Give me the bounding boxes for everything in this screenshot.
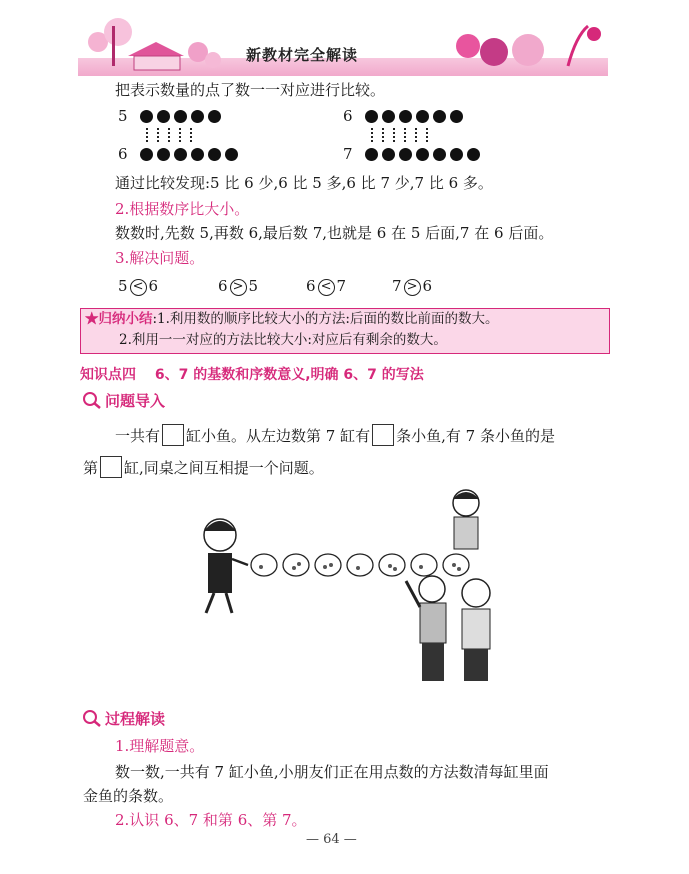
balloon-decoration-icon <box>448 16 608 76</box>
knowledge-point-label: 知识点四 <box>80 367 136 383</box>
process-step1-text-b: 金鱼的条数。 <box>83 787 174 805</box>
intro-line: 把表示数量的点了数一一对应进行比较。 <box>115 81 386 99</box>
process-step2-title: 2.认识 6、7 和第 6、第 7。 <box>115 811 307 829</box>
bottom-dots <box>140 144 238 164</box>
step3-title: 3.解决问题。 <box>115 249 205 267</box>
knowledge-point-title: 6、7 的基数和序数意义,明确 6、7 的写法 <box>154 367 424 383</box>
blank-box-2[interactable] <box>372 424 394 446</box>
problem-intro-heading: 问题导入 <box>82 390 165 411</box>
top-dots <box>140 106 221 126</box>
finding-text: 通过比较发现:5 比 6 少,6 比 5 多,6 比 7 少,7 比 6 多。 <box>115 174 493 192</box>
answer-4: 7 > 6 <box>392 277 433 295</box>
knowledge-point-heading <box>80 364 424 384</box>
dot-comparison-2 <box>343 106 480 164</box>
top-dots <box>365 106 463 126</box>
bottom-number: 6 <box>118 145 128 163</box>
top-number: 5 <box>118 107 128 125</box>
step2-text: 数数时,先数 5,再数 6,最后数 7,也就是 6 在 5 后面,7 在 6 后面。 <box>115 224 554 242</box>
problem-text-line-1: 一共有 缸小鱼。从左边数第 7 缸有 条小鱼,有 7 条小鱼的是 <box>115 424 555 446</box>
answer-1: 5 < 6 <box>118 277 159 295</box>
summary-line-2: 2.利用一一对应的方法比较大小:对应后有剩余的数大。 <box>119 332 447 348</box>
house-decoration-icon <box>78 12 228 76</box>
top-number: 6 <box>343 107 353 125</box>
header-title: 新教材完全解读 <box>246 46 359 64</box>
magnifier-icon <box>82 391 102 409</box>
correspondence-lines <box>369 128 480 142</box>
summary-label: ★归纳小结 <box>85 311 153 327</box>
dot-comparison-1 <box>118 106 238 164</box>
process-heading: 过程解读 <box>82 708 165 729</box>
process-step1-title: 1.理解题意。 <box>115 737 205 755</box>
bottom-number: 7 <box>343 145 353 163</box>
answer-3: 6 < 7 <box>306 277 347 295</box>
children-fishbowls-illustration <box>188 485 508 695</box>
summary-line-1: :1.利用数的顺序比较大小的方法:后面的数比前面的数大。 <box>152 311 499 327</box>
magnifier-icon <box>82 709 102 727</box>
blank-box-1[interactable] <box>162 424 184 446</box>
page-number: — 64 — <box>306 832 357 847</box>
blank-box-3[interactable] <box>100 456 122 478</box>
problem-text-line-2: 第 缸,同桌之间互相提一个问题。 <box>83 456 324 478</box>
answer-2: 6 > 5 <box>218 277 259 295</box>
correspondence-lines <box>144 128 238 142</box>
step2-title: 2.根据数序比大小。 <box>115 200 250 218</box>
bottom-dots <box>365 144 480 164</box>
process-step1-text-a: 数一数,一共有 7 缸小鱼,小朋友们正在用点数的方法数清每缸里面 <box>115 763 549 781</box>
summary-box <box>80 308 610 354</box>
